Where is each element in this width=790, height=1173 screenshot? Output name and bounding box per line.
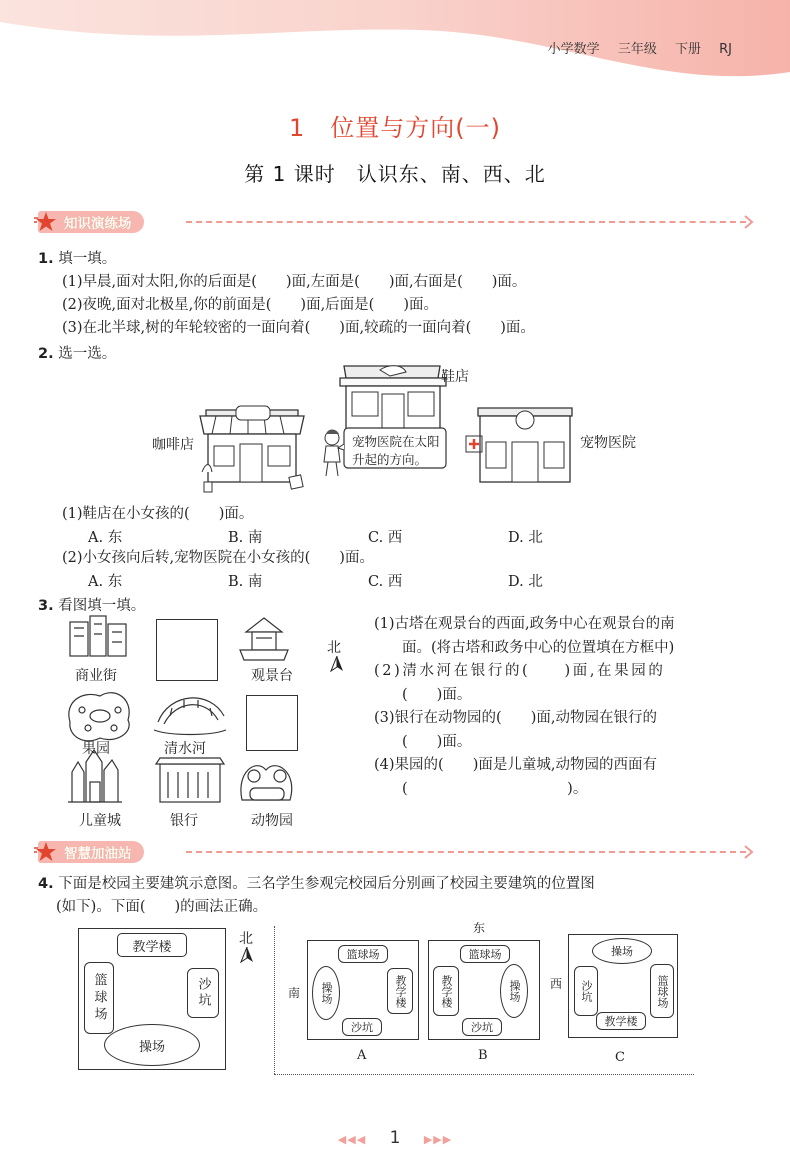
q3-line-7: (4)果园的( )面是儿童城,动物园的西面有 — [374, 757, 657, 773]
section-divider — [186, 851, 746, 853]
speech-line-1: 宠物医院在太阳 — [352, 434, 440, 449]
q2-sub-2: (2)小女孩向后转,宠物医院在小女孩的( )面。 — [62, 550, 374, 566]
place-zoo: 动物园 — [251, 813, 293, 829]
q3-answer-box-right[interactable] — [246, 695, 298, 751]
main-sandpit: 沙坑 — [187, 968, 219, 1018]
diagram-c-right: 篮球场 — [650, 964, 674, 1018]
q2-number: 2. — [38, 346, 54, 362]
diagram-b-direction: 东 — [473, 921, 486, 935]
q1-number: 1. — [38, 251, 54, 267]
q2-2-option-b[interactable]: B. 南 — [228, 574, 263, 590]
q4-number: 4. — [38, 876, 54, 892]
speech-line-2: 升起的方向。 — [352, 452, 428, 467]
q2-1-option-a[interactable]: A. 东 — [88, 530, 123, 546]
section-divider — [186, 221, 746, 223]
section-wisdom-label: 智慧加油站 — [38, 841, 144, 863]
viewing-platform-icon — [240, 618, 288, 660]
q2-1-option-c[interactable]: C. 西 — [368, 530, 403, 546]
lesson-subtitle: 第 1 课时 认识东、南、西、北 — [244, 162, 546, 186]
page-title: 1 位置与方向(一) — [289, 114, 501, 142]
q1-item-2: (2)夜晚,面对北极星,你的前面是( )面,后面是( )面。 — [62, 297, 438, 313]
main-basketball-court: 篮球场 — [84, 962, 114, 1034]
q3-line-5: (3)银行在动物园的( )面,动物园在银行的 — [374, 710, 657, 726]
header-grade: 三年级 — [617, 42, 657, 57]
diagram-a-right: 教学楼 — [387, 968, 413, 1014]
river-icon — [154, 698, 226, 735]
diagram-b-bottom: 沙坑 — [462, 1018, 502, 1036]
star-icon — [34, 210, 60, 234]
header-edition: RJ — [719, 42, 732, 57]
q3-north-label: 北 — [327, 640, 341, 656]
diagram-b-top: 篮球场 — [460, 945, 510, 963]
section-wisdom — [38, 841, 750, 863]
q3-line-1: (1)古塔在观景台的西面,政务中心在观景台的南 — [374, 616, 675, 632]
street-illustration — [140, 358, 660, 498]
q3-line-3: (2)清水河在银行的( )面,在果园的 — [374, 663, 666, 679]
diagram-c-top: 操场 — [592, 938, 652, 964]
diagram-b-right: 操场 — [500, 964, 528, 1018]
q4-line-1 — [38, 874, 595, 894]
cafe-sign: Cafe — [239, 411, 266, 421]
north-arrow-icon — [330, 656, 344, 672]
q1-item-3: (3)在北半球,树的年轮较密的一面向着( )面,较疏的一面向着( )面。 — [62, 320, 535, 336]
diagram-c-letter[interactable]: C — [615, 1050, 625, 1065]
q1-heading — [38, 249, 116, 269]
q2-2-option-d[interactable]: D. 北 — [508, 574, 543, 590]
diagram-a-top: 篮球场 — [338, 945, 388, 963]
chevron-right-icon — [744, 215, 754, 229]
q2-sub-1: (1)鞋店在小女孩的( )面。 — [62, 506, 254, 522]
q2-1-option-d[interactable]: D. 北 — [508, 530, 543, 546]
main-teaching-building: 教学楼 — [117, 933, 187, 957]
girl-figure — [324, 430, 340, 477]
q2-1-option-b[interactable]: B. 南 — [228, 530, 263, 546]
bank-icon — [156, 758, 224, 802]
main-playground: 操场 — [104, 1024, 200, 1066]
chevron-right-icon — [744, 845, 754, 859]
header-subject: 小学数学 — [547, 42, 600, 57]
q4-north-label: 北 — [239, 931, 253, 947]
q2-2-option-a[interactable]: A. 东 — [88, 574, 123, 590]
place-viewing-platform: 观景台 — [251, 668, 293, 684]
pet-hospital-building — [466, 408, 572, 482]
orchard-icon — [69, 693, 129, 741]
place-orchard: 果园 — [82, 741, 110, 757]
diagram-c-direction: 西 — [550, 977, 563, 991]
label-shoe-shop: 鞋店 — [441, 369, 469, 385]
q3-line-2: 面。(将古塔和政务中心的位置填在方框中) — [402, 640, 675, 656]
north-arrow-icon — [240, 947, 254, 963]
section-practice-label: 知识演练场 — [38, 211, 144, 233]
q4-text-1: 下面是校园主要建筑示意图。三名学生参观完校园后分别画了校园主要建筑的位置图 — [58, 876, 595, 892]
place-childrens-city: 儿童城 — [79, 813, 121, 829]
page-footer — [0, 1128, 790, 1148]
q1-text: 填一填。 — [58, 251, 117, 267]
header-info — [534, 38, 732, 57]
q3-line-4: ( )面。 — [402, 687, 472, 703]
page-number: 1 — [389, 1128, 401, 1148]
place-river: 清水河 — [164, 741, 206, 757]
next-arrows: ▶▶▶ — [423, 1133, 453, 1146]
commercial-street-icon — [70, 616, 126, 656]
place-bank: 银行 — [170, 813, 198, 829]
q3-number: 3. — [38, 598, 54, 614]
label-cafe: 咖啡店 — [152, 437, 194, 453]
q4-line-2: (如下)。下面( )的画法正确。 — [56, 899, 268, 915]
diagram-b-left: 教学楼 — [433, 966, 459, 1016]
diagram-c-left: 沙坑 — [574, 966, 598, 1016]
q1-item-1: (1)早晨,面对太阳,你的后面是( )面,左面是( )面,右面是( )面。 — [62, 274, 527, 290]
diagram-a-left: 操场 — [312, 966, 340, 1020]
diagram-c-bottom: 教学楼 — [596, 1012, 646, 1030]
q3-answer-box-top[interactable] — [156, 619, 218, 681]
header-term: 下册 — [674, 42, 701, 57]
star-icon — [34, 840, 60, 864]
diagram-a-bottom: 沙坑 — [342, 1018, 382, 1036]
diagram-a-letter[interactable]: A — [357, 1048, 367, 1063]
diagram-b-letter[interactable]: B — [478, 1048, 488, 1063]
diagram-a-direction: 南 — [288, 986, 301, 1000]
prev-arrows: ◀◀◀ — [337, 1133, 367, 1146]
vertical-divider — [274, 926, 275, 1074]
label-pet-hospital: 宠物医院 — [580, 435, 636, 451]
q2-heading — [38, 344, 116, 364]
q3-line-8: ( )。 — [402, 781, 588, 797]
q2-text: 选一选。 — [58, 346, 117, 362]
place-commercial-street: 商业街 — [75, 668, 117, 684]
q2-2-option-c[interactable]: C. 西 — [368, 574, 403, 590]
zoo-icon — [241, 766, 292, 800]
q3-line-6: ( )面。 — [402, 734, 472, 750]
horizontal-divider — [274, 1074, 694, 1075]
q3-text: 看图填一填。 — [58, 598, 146, 614]
section-practice — [38, 211, 750, 233]
